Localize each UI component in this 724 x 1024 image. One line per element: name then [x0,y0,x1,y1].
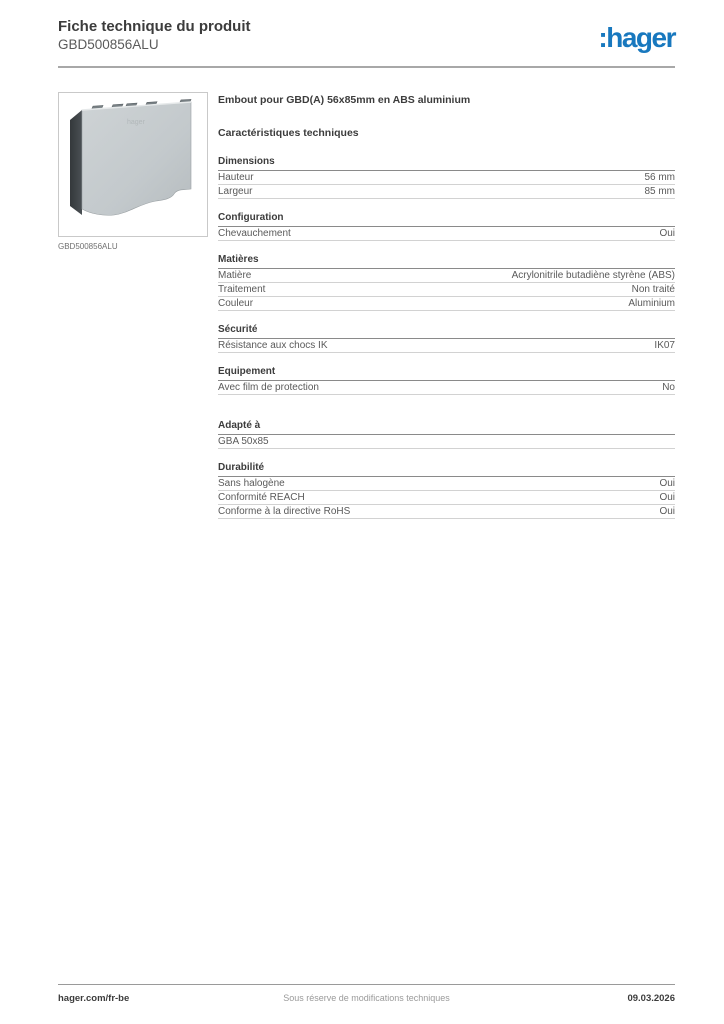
spec-row-label: Hauteur [218,172,254,183]
spec-section-title: Durabilité [218,462,675,477]
spec-row-label: Résistance aux chocs IK [218,340,328,351]
spec-section-title: Matières [218,254,675,269]
embossed-brand-text: hager [127,119,145,126]
product-description: Embout pour GBD(A) 56x85mm en ABS aluminium [218,94,471,106]
spec-row-label: Conformité REACH [218,492,305,503]
spec-row [218,227,675,241]
spec-row-label: Couleur [218,298,254,309]
spec-row-value: Oui [659,478,675,489]
spec-row-value: No [662,382,675,393]
spec-row-value: Oui [659,506,675,517]
spec-row [218,297,675,311]
spec-row [218,339,675,353]
spec-section [218,420,675,449]
spec-sections [218,156,675,519]
end-cap-illustration [59,93,207,236]
spec-row [218,185,675,199]
spec-section [218,462,675,519]
spec-row [218,491,675,505]
spec-row [218,505,675,519]
spec-row-label: Conforme à la directive RoHS [218,506,351,517]
spec-row [218,435,675,449]
main-content [58,92,675,532]
spec-row-value: Non traité [631,284,675,295]
product-image [58,92,208,237]
spec-section-title: Equipement [218,366,675,381]
spec-row [218,477,675,491]
spec-row-label: Matière [218,270,252,281]
footer-website: hager.com/fr-be [58,993,130,1004]
spec-row-value: 85 mm [644,186,675,197]
spec-row-value: IK07 [654,340,675,351]
product-image-column [58,92,208,532]
spec-section-title: Dimensions [218,156,675,171]
product-reference: GBD500856ALU [58,36,159,52]
spec-row-label: Avec film de protection [218,382,319,393]
spec-row-value: Aluminium [628,298,675,309]
spec-row-label: GBA 50x85 [218,436,269,447]
spec-section-title: Sécurité [218,324,675,339]
page-footer [58,993,675,1004]
spec-row-label: Traitement [218,284,266,295]
specs-column [218,92,675,532]
spec-row [218,269,675,283]
footer-date: 09.03.2026 [627,993,675,1004]
spec-row-label: Largeur [218,186,253,197]
spec-section-title: Adapté à [218,420,675,435]
page-title: Fiche technique du produit [58,18,251,35]
spec-row-value: Oui [659,492,675,503]
header-divider [58,66,675,68]
spec-row-label: Sans halogène [218,478,285,489]
page-header [58,18,675,54]
spec-section-title: Configuration [218,212,675,227]
spec-row-value: Acrylonitrile butadiène styrène (ABS) [511,270,675,281]
spec-section [218,212,675,241]
spec-row-value: 56 mm [644,172,675,183]
spec-row [218,283,675,297]
spec-row [218,171,675,185]
spec-section [218,366,675,395]
spec-section [218,254,675,311]
spec-section [218,156,675,199]
spec-row [218,381,675,395]
product-image-caption: GBD500856ALU [58,242,118,251]
characteristics-heading: Caractéristiques techniques [218,127,359,139]
spec-section [218,324,675,353]
hager-logo: :hager [598,22,675,53]
spec-row-label: Chevauchement [218,228,291,239]
header-text-block [58,18,251,54]
spec-row-value: Oui [659,228,675,239]
footer-divider [58,984,675,985]
footer-disclaimer: Sous réserve de modifications techniques [283,993,450,1003]
